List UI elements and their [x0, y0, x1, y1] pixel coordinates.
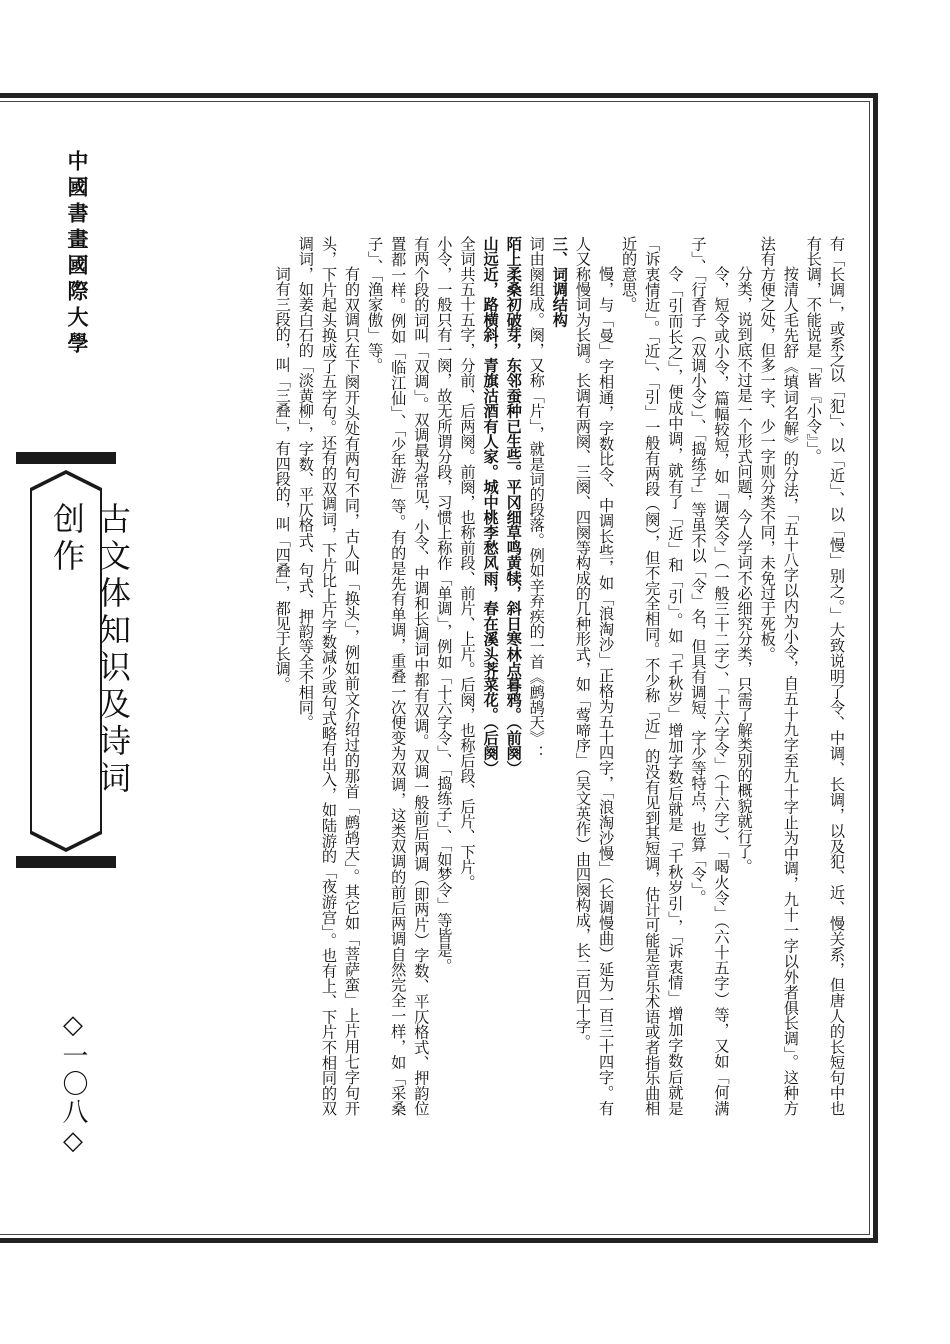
- poem-line: 山远近，路横斜，青旗沽酒有人家。城中桃李愁风雨，春在溪头荠菜花。（后阕）: [481, 236, 500, 776]
- paragraph: 有的双调只在下阕开头处有两句不同，古人叫「换头」，例如前文介绍过的那首「鹧鸪天」。其它如「菩萨蛮」上片用七字句开头，下片起头换成了五字句。还有的双调词，下片比上片字数减少或句式略有出入，如陆游的「夜游宫」。也有上、下片不相同的双调词，如姜白石的「淡黄柳」，字数、平仄格式、句式、押韵等全不相同。: [296, 236, 362, 1116]
- book-title-box: [16, 452, 132, 868]
- body-text: [148, 236, 848, 1116]
- paragraph: 慢，与「曼」字相通，字数比令、中调长些，如「浪淘沙」正格为五十四字，「浪淘沙慢」（长调慢曲）延为一百三十四字。有人又称慢词为长调。长调有两阕、三阕、四阕等构成的几种形式，如「莺啼序」（吴文英作）由四阕构成，长二百四十字。: [573, 236, 616, 1116]
- paragraph: 全词共五十五字，分前、后两阕。前阕，也称前段、前片、上片。后阕，也称后段、后片、下片。: [458, 236, 477, 890]
- paragraph: 有「长调」，或系之以「犯」、以「近」、以「慢」别之。」大致说明了令、中调、长调，以及犯、近、慢关系，但唐人的长短句中也有长调，不能说是「皆『小令』」。: [804, 236, 846, 1116]
- paragraph: 令，短令或小令，篇幅较短，如「调笑令」（一般三十二字）、「十六字令」（十六字）、「喝火令」（六十五字）等，又如「何满子」、「行香子（双调小令）」、「捣练子」等虽不以「令」名，但具有调短、字少等特点，也算「令」。: [689, 236, 731, 1116]
- paragraph: 词由阕组成。阕，又称「片」，就是词的段落。例如辛弃疾的一首《鹧鸪天》：: [527, 236, 546, 761]
- university-name: 中國書畫國際大學: [65, 150, 90, 358]
- paragraph: 词有三段的，叫「三叠」，有四段的，叫「四叠」，都见于长调。: [273, 266, 292, 692]
- page-number: ◇一〇八◇: [58, 1010, 88, 1158]
- book-title: 古文体知识及诗词创作: [48, 502, 132, 798]
- paragraph: 小令，一般只有一阕，故无所谓分段，习惯上称作「单调」，例如「十六字令」、「捣练子」、「如梦令」等皆是。: [435, 236, 454, 974]
- paragraph: 令「引而长之」，便成中调，就有了「近」和「引」。如「千秋岁」增加字数后就是「千秋岁引」，「诉衷情」增加字数后就是「诉衷情近」。「近」、「引」一般有两段（阕），但不完全相同。不少称「近」的没有见到其短调，估计可能是音乐术语或者指乐曲相近的意思。: [620, 236, 685, 1116]
- title-bottom-bar: [16, 856, 116, 868]
- poem-line: 陌上柔桑初破芽，东邻蚕种已生些。平冈细草鸣黄犊，斜日寒林点暮鸦。（前阕）: [504, 236, 523, 776]
- paragraph: 按清人毛先舒《填词名解》的分法，「五十八字以内为小令，自五十九字至九十字止为中调，九十一字以外者俱长调」。这种方法有方便之处，但多一字、少一字则分类不同，未免过于死板。: [758, 236, 800, 1116]
- section-heading: 三、词调结构: [550, 236, 569, 328]
- paragraph: 分类，说到底不过是一个形式问题，今人学词不必细究分类，只需了解类别的概貌就行了。: [735, 266, 754, 875]
- paragraph: 有两个段的词叫「双调」。双调最为常见，小令、中调和长调词中都有双调。双调一般前后两调（即两片）字数、平仄格式、押韵位置都一样。例如「临江仙」、「少年游」等。有的是先有单调，重叠一次便变为双调，这类双调的前后两调自然完全一样，如「采桑子」、「渔家傲」等。: [366, 236, 431, 1116]
- title-top-bar: [16, 452, 116, 464]
